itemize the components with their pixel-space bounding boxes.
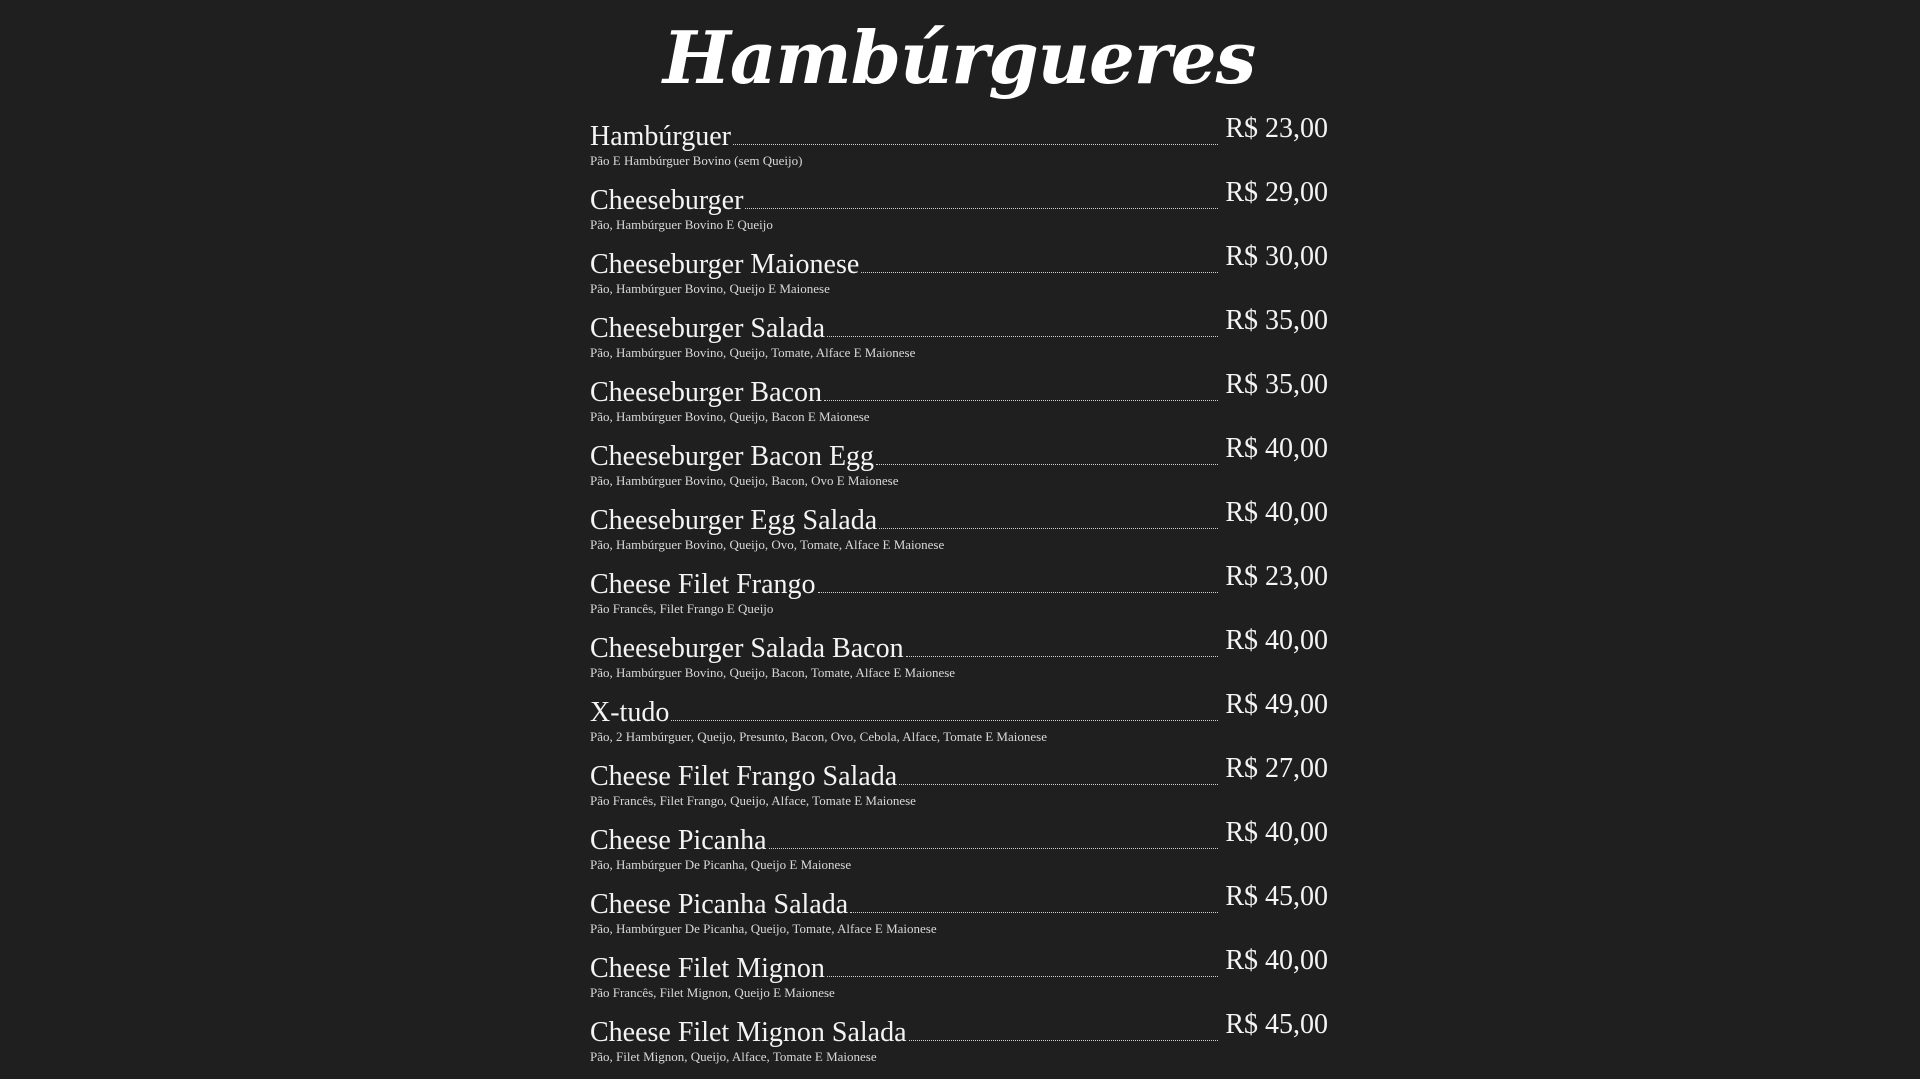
menu-item-description: Pão, Hambúrguer De Picanha, Queijo E Maionese [590, 857, 852, 872]
menu-item [590, 241, 1328, 305]
menu-item-price: R$ 45,00 [1225, 1009, 1328, 1040]
menu-item-description: Pão, Filet Mignon, Queijo, Alface, Tomate E Maionese [590, 1049, 877, 1064]
menu-item-price: R$ 40,00 [1225, 817, 1328, 848]
dotted-leader [824, 399, 1218, 401]
menu-item-price: R$ 45,00 [1225, 881, 1328, 912]
dotted-leader [671, 719, 1218, 721]
menu-item-line [590, 625, 1328, 665]
menu-item-line [590, 113, 1328, 153]
menu-item-description: Pão Francês, Filet Frango E Queijo [590, 601, 774, 616]
menu-item-price: R$ 40,00 [1225, 433, 1328, 464]
menu-item-description: Pão Francês, Filet Frango, Queijo, Alface, Tomate E Maionese [590, 793, 916, 808]
menu-item-description: Pão, Hambúrguer Bovino, Queijo, Bacon, Ovo E Maionese [590, 473, 899, 488]
menu-item [590, 369, 1328, 433]
menu-item-line [590, 561, 1328, 601]
menu-item-line [590, 241, 1328, 281]
menu-item [590, 625, 1328, 689]
dotted-leader [876, 463, 1218, 465]
menu-item [590, 497, 1328, 561]
menu-item-description: Pão, Hambúrguer Bovino, Queijo, Bacon, Tomate, Alface E Maionese [590, 665, 956, 680]
menu-item-name: Cheeseburger [590, 185, 744, 216]
dotted-leader [827, 335, 1218, 337]
dotted-leader [745, 207, 1218, 209]
menu-item-price: R$ 23,00 [1225, 113, 1328, 144]
menu-item [590, 817, 1328, 881]
menu-item [590, 689, 1328, 753]
dotted-leader [909, 1039, 1218, 1041]
menu-item-price: R$ 35,00 [1225, 305, 1328, 336]
menu-item-name: Cheese Picanha [590, 825, 767, 856]
menu-item-name: Cheese Filet Mignon [590, 953, 825, 984]
menu-item-line [590, 177, 1328, 217]
menu-item-line [590, 1009, 1328, 1049]
menu-item [590, 305, 1328, 369]
menu-item [590, 881, 1328, 945]
menu-item-description: Pão Francês, Filet Mignon, Queijo E Maionese [590, 985, 835, 1000]
menu-item-line [590, 817, 1328, 857]
menu-item-description: Pão, Hambúrguer Bovino, Queijo E Maionese [590, 281, 830, 296]
menu-item-price: R$ 49,00 [1225, 689, 1328, 720]
menu-item-description: Pão E Hambúrguer Bovino (sem Queijo) [590, 153, 803, 168]
menu-item-price: R$ 40,00 [1225, 497, 1328, 528]
menu-item-name: Cheese Filet Mignon Salada [590, 1017, 907, 1048]
menu-item-name: Cheeseburger Salada Bacon [590, 633, 904, 664]
menu-item-description: Pão, Hambúrguer Bovino, Queijo, Bacon E Maionese [590, 409, 870, 424]
menu-item-line [590, 305, 1328, 345]
menu-title: Hambúrgueres [662, 15, 1256, 100]
menu-item-line [590, 689, 1328, 729]
menu-item-name: Cheese Filet Frango [590, 569, 816, 600]
menu-item-description: Pão, Hambúrguer Bovino, Queijo, Tomate, Alface E Maionese [590, 345, 916, 360]
menu-item-price: R$ 40,00 [1225, 625, 1328, 656]
menu-item-line [590, 753, 1328, 793]
menu-item-name: Hambúrguer [590, 121, 731, 152]
menu-item-name: Cheeseburger Bacon Egg [590, 441, 875, 472]
menu-item-name: Cheese Filet Frango Salada [590, 761, 898, 792]
dotted-leader [818, 591, 1218, 593]
menu-item-name: Cheeseburger Salada [590, 313, 826, 344]
menu-item-name: Cheese Picanha Salada [590, 889, 849, 920]
menu-item [590, 433, 1328, 497]
menu-item-price: R$ 35,00 [1225, 369, 1328, 400]
menu-item [590, 753, 1328, 817]
menu-item-description: Pão, Hambúrguer Bovino, Queijo, Ovo, Tomate, Alface E Maionese [590, 537, 945, 552]
menu-item-line [590, 369, 1328, 409]
menu-item [590, 945, 1328, 1009]
menu-item-line [590, 945, 1328, 985]
menu-item-line [590, 881, 1328, 921]
dotted-leader [850, 911, 1218, 913]
menu-item [590, 561, 1328, 625]
menu-item-price: R$ 30,00 [1225, 241, 1328, 272]
dotted-leader [827, 975, 1218, 977]
menu-item-name: Cheeseburger Egg Salada [590, 505, 878, 536]
dotted-leader [906, 655, 1218, 657]
dotted-leader [861, 271, 1218, 273]
menu-item-line [590, 433, 1328, 473]
menu-item-list [590, 113, 1328, 1073]
menu-item-description: Pão, Hambúrguer Bovino E Queijo [590, 217, 773, 232]
menu-item-price: R$ 27,00 [1225, 753, 1328, 784]
menu-item-description: Pão, Hambúrguer De Picanha, Queijo, Tomate, Alface E Maionese [590, 921, 937, 936]
menu-item [590, 113, 1328, 177]
dotted-leader [879, 527, 1218, 529]
menu-item [590, 1009, 1328, 1073]
menu-item-description: Pão, 2 Hambúrguer, Queijo, Presunto, Bacon, Ovo, Cebola, Alface, Tomate E Maionese [590, 729, 1047, 744]
dotted-leader [899, 783, 1218, 785]
menu-item-name: X-tudo [590, 697, 670, 728]
menu-item-name: Cheeseburger Bacon [590, 377, 822, 408]
menu-item-line [590, 497, 1328, 537]
menu-item-price: R$ 23,00 [1225, 561, 1328, 592]
menu-item-price: R$ 40,00 [1225, 945, 1328, 976]
menu-item-price: R$ 29,00 [1225, 177, 1328, 208]
menu-item [590, 177, 1328, 241]
dotted-leader [769, 847, 1219, 849]
menu-item-name: Cheeseburger Maionese [590, 249, 860, 280]
menu-board [590, 0, 1328, 1079]
dotted-leader [733, 143, 1218, 145]
